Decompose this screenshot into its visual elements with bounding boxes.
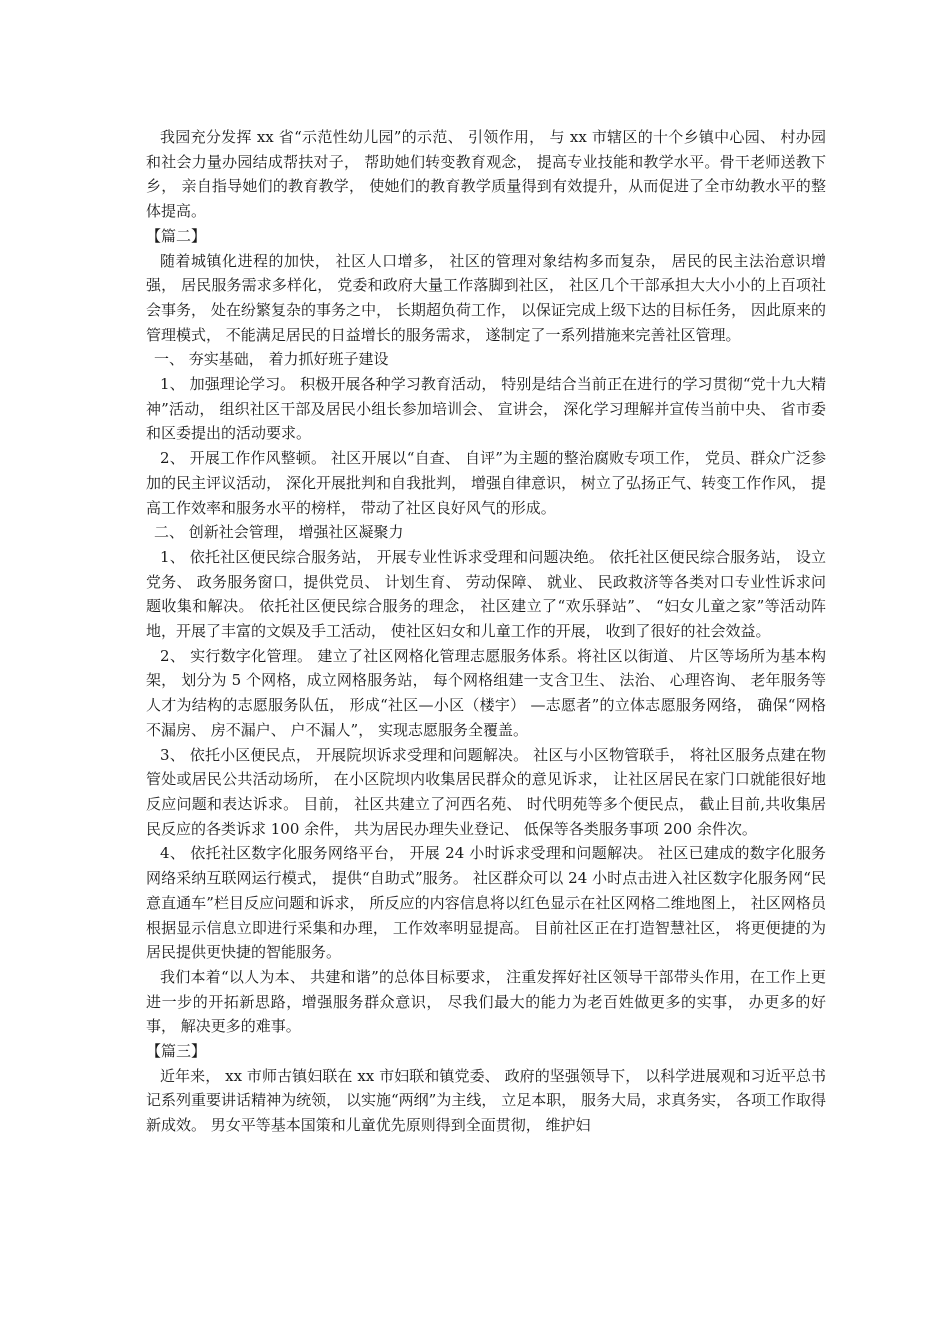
section-title-part3: 【篇三】 [146, 1042, 207, 1061]
section-title-part2: 【篇二】 [146, 226, 207, 245]
document-body [146, 125, 826, 1138]
paragraph-digital-platform: 4、 依托社区数字化服务网络平台， 开展 24 小时诉求受理和问题解决。 社区已建成的数字化服务网络采纳互联网运行模式， 提供“自助式”服务。 社区群众可以 24 小时点击进入社区数字化服务网“民意直通车”栏目反应问题和诉求， 所反应的内容信息将以红色显示在社区网格二维地图上， 社区网格员根据显示信息立即进行采集和办理， 工作效率明显提高。 目前社区正在打造智慧社区， 将更便捷的为居民提供更快捷的智能服务。 [146, 844, 826, 962]
heading-foundation: 一、 夯实基础， 着力抓好班子建设 [154, 350, 389, 369]
paragraph-digital-management: 2、 实行数字化管理。 建立了社区网格化管理志愿服务体系。将社区以街道、 片区等场所为基本构架， 划分为 5 个网格，成立网格服务站， 每个网格组建一支含卫生、 法治、 心理咨询、 老年服务等人才为结构的志愿服务队伍， 形成“社区—小区（楼宇） —志愿者”的立体志愿服务网络， 确保“网格不漏房、 房不漏户、 户不漏人”， 实现志愿服务全覆盖。 [146, 646, 826, 739]
paragraph-work-style: 2、 开展工作作风整顿。 社区开展以“自查、 自评”为主题的整治腐败专项工作， 党员、群众广泛参加的民主评议活动， 深化开展批判和自我批判， 增强自律意识， 树立了弘扬正气、转变工作作风， 提高工作效率和服务水平的榜样， 带动了社区良好风气的形成。 [146, 449, 826, 517]
paragraph-womens-federation: 近年来， xx 市师古镇妇联在 xx 市妇联和镇党委、 政府的坚强领导下， 以科学进展观和习近平总书记系列重要讲话精神为统领， 以实施“两纲”为主线， 立足本职， 服务大局，求真务实， 各项工作取得新成效。 男女平等基本国策和儿童优先原则得到全面贯彻， 维护妇 [146, 1066, 826, 1135]
paragraph-service-station: 1、 依托社区便民综合服务站， 开展专业性诉求受理和问题决绝。 依托社区便民综合服务站， 设立党务、 政务服务窗口，提供党员、 计划生育、 劳动保障、 就业、 民政救济等各类对口专业性诉求问题收集和解决。 依托社区便民综合服务的理念， 社区建立了“欢乐驿站”、 “妇女儿童之家”等活动阵地，开展了丰富的文娱及手工活动， 使社区妇女和儿童工作的开展， 收到了很好的社会效益。 [146, 547, 826, 641]
paragraph-kindergarten-support: 我园充分发挥 xx 省“示范性幼儿园”的示范、 引领作用， 与 xx 市辖区的十个乡镇中心园、 村办园和社会力量办园结成帮扶对子， 帮助她们转变教育观念， 提高专业技能和教学水平。骨干老师送教下乡， 亲自指导她们的教育教学， 使她们的教育教学质量得到有效提升，从而促进了全市幼教水平的整体提高。 [146, 128, 826, 221]
paragraph-urbanization-intro: 随着城镇化进程的加快， 社区人口增多， 社区的管理对象结构多而复杂， 居民的民主法治意识增强， 居民服务需求多样化， 党委和政府大量工作落脚到社区， 社区几个干部承担大大小小的上百项社会事务， 处在纷繁复杂的事务之中， 长期超负荷工作， 以保证完成上级下达的目标任务， 因此原来的管理模式， 不能满足居民的日益增长的服务需求， 遂制定了一系列措施来完善社区管理。 [146, 251, 826, 344]
paragraph-community-points: 3、 依托小区便民点， 开展院坝诉求受理和问题解决。 社区与小区物管联手， 将社区服务点建在物管处或居民公共活动场所， 在小区院坝内收集居民群众的意见诉求， 让社区居民在家门口就能很好地反应问题和表达诉求。 目前， 社区共建立了河西名苑、 时代明苑等多个便民点， 截止目前,共收集居民反应的各类诉求 100 余件， 共为居民办理失业登记、 低保等各类服务事项 200 余件次。 [146, 745, 826, 838]
paragraph-theory-study: 1、 加强理论学习。 积极开展各种学习教育活动， 特别是结合当前正在进行的学习贯彻“党十九大精神”活动， 组织社区干部及居民小组长参加培训会、 宣讲会， 深化学习理解并宣传当前中央、 省市委和区委提出的活动要求。 [146, 375, 826, 443]
heading-innovation: 二、 创新社会管理， 增强社区凝聚力 [154, 523, 404, 542]
paragraph-conclusion: 我们本着“以人为本、 共建和谐”的总体目标要求， 注重发挥好社区领导干部带头作用，在工作上更进一步的开拓新思路，增强服务群众意识， 尽我们最大的能力为老百姓做更多的实事， 办更多的好事， 解决更多的难事。 [146, 967, 826, 1036]
